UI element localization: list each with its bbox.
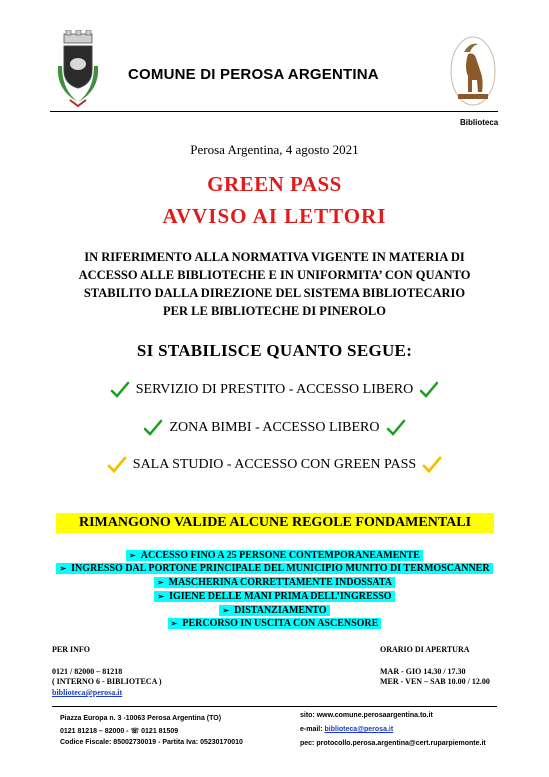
arrow-bullet-icon: ➢ (222, 606, 230, 615)
phone-numbers: 0121 / 82000 – 81218 (52, 667, 123, 676)
hours-title: ORARIO DI APERTURA (380, 645, 470, 654)
rule-label: ZONA BIMBI - ACCESSO LIBERO (169, 420, 380, 435)
title-green-pass: GREEN PASS (207, 172, 342, 196)
check-icon (107, 456, 127, 474)
arrow-bullet-icon: ➢ (129, 551, 136, 560)
list-item: ➢ INGRESSO DAL PORTONE PRINCIPALE DEL MUNICIPIO MUNITO DI TERMOSCANNER (0, 558, 549, 576)
library-label: Biblioteca (460, 118, 499, 127)
intro-line: ACCESSO ALLE BIBLIOTECHE E IN UNIFORMITA’ CON QUANTO (78, 268, 471, 282)
footer-divider (52, 706, 497, 707)
intro-line: IN RIFERIMENTO ALLA NORMATIVA VIGENTE IN MATERIA DI (84, 250, 465, 264)
list-item: ➢ PERCORSO IN USCITA CON ASCENSORE (0, 613, 549, 631)
list-item: ➢ ACCESSO FINO A 25 PERSONE CONTEMPORANEAMENTE (0, 545, 549, 563)
footer-mail: e-mail: biblioteca@perosa.it (300, 726, 394, 733)
phone-extension: ( INTERNO 6 - BIBLIOTECA ) (52, 677, 162, 686)
arrow-bullet-icon: ➢ (170, 619, 178, 628)
footer-tax-codes: Codice Fiscale: 85002730019 - Partita Iva: 05230170010 (60, 739, 243, 746)
footer-site: sito: www.comune.perosaargentina.to.it (300, 712, 433, 719)
footer-pec: pec: protocollo.perosa.argentina@cert.ruparpiemonte.it (300, 740, 486, 747)
subheading: SI STABILISCE QUANTO SEGUE: (136, 341, 413, 360)
info-title: PER INFO (52, 645, 90, 654)
check-icon (143, 419, 163, 437)
list-item: ➢ MASCHERINA CORRETTAMENTE INDOSSATA (0, 572, 549, 590)
intro-line: PER LE BIBLIOTECHE DI PINEROLO (163, 304, 386, 318)
list-item: ➢ DISTANZIAMENTO (0, 600, 549, 618)
rule-lending (0, 381, 549, 399)
check-icon (386, 419, 406, 437)
arrow-bullet-icon: ➢ (59, 564, 67, 573)
municipality-name: COMUNE DI PEROSA ARGENTINA (128, 66, 379, 83)
rule-label: SALA STUDIO - ACCESSO CON GREEN PASS (132, 457, 417, 472)
footer-address: Piazza Europa n. 3 -10063 Perosa Argentina (TO) (60, 715, 222, 722)
rule-label: SERVIZIO DI PRESTITO - ACCESSO LIBERO (135, 382, 414, 397)
email-link[interactable]: biblioteca@perosa.it (52, 688, 123, 697)
title-notice: AVVISO AI LETTORI (162, 204, 387, 228)
coat-of-arms-icon (52, 30, 104, 110)
site-link[interactable]: www.comune.perosaargentina.to.it (316, 712, 433, 719)
header-divider (50, 111, 498, 112)
check-icon (419, 381, 439, 399)
highlight-heading: RIMANGONO VALIDE ALCUNE REGOLE FONDAMENTALI (56, 513, 494, 533)
check-icon (110, 381, 130, 399)
arrow-bullet-icon: ➢ (156, 578, 164, 587)
rule-kids-area (0, 419, 549, 437)
list-item: ➢ IGIENE DELLE MANI PRIMA DELL’INGRESSO (0, 586, 549, 604)
mail-link[interactable]: biblioteca@perosa.it (324, 726, 394, 733)
arrow-bullet-icon: ➢ (157, 592, 165, 601)
intro-line: STABILITO DALLA DIREZIONE DEL SISTEMA BIBLIOTECARIO (83, 286, 466, 300)
rule-study-room (0, 456, 549, 474)
ibex-logo-icon (450, 36, 496, 106)
check-icon (422, 456, 442, 474)
footer-phone: 0121 81218 – 82000 - ☏ 0121 81509 (60, 728, 179, 735)
hours-line: MAR - GIO 14.30 / 17.30 (380, 667, 466, 676)
hours-line: MER - VEN – SAB 10.00 / 12.00 (380, 677, 490, 686)
date-line: Perosa Argentina, 4 agosto 2021 (190, 142, 359, 157)
